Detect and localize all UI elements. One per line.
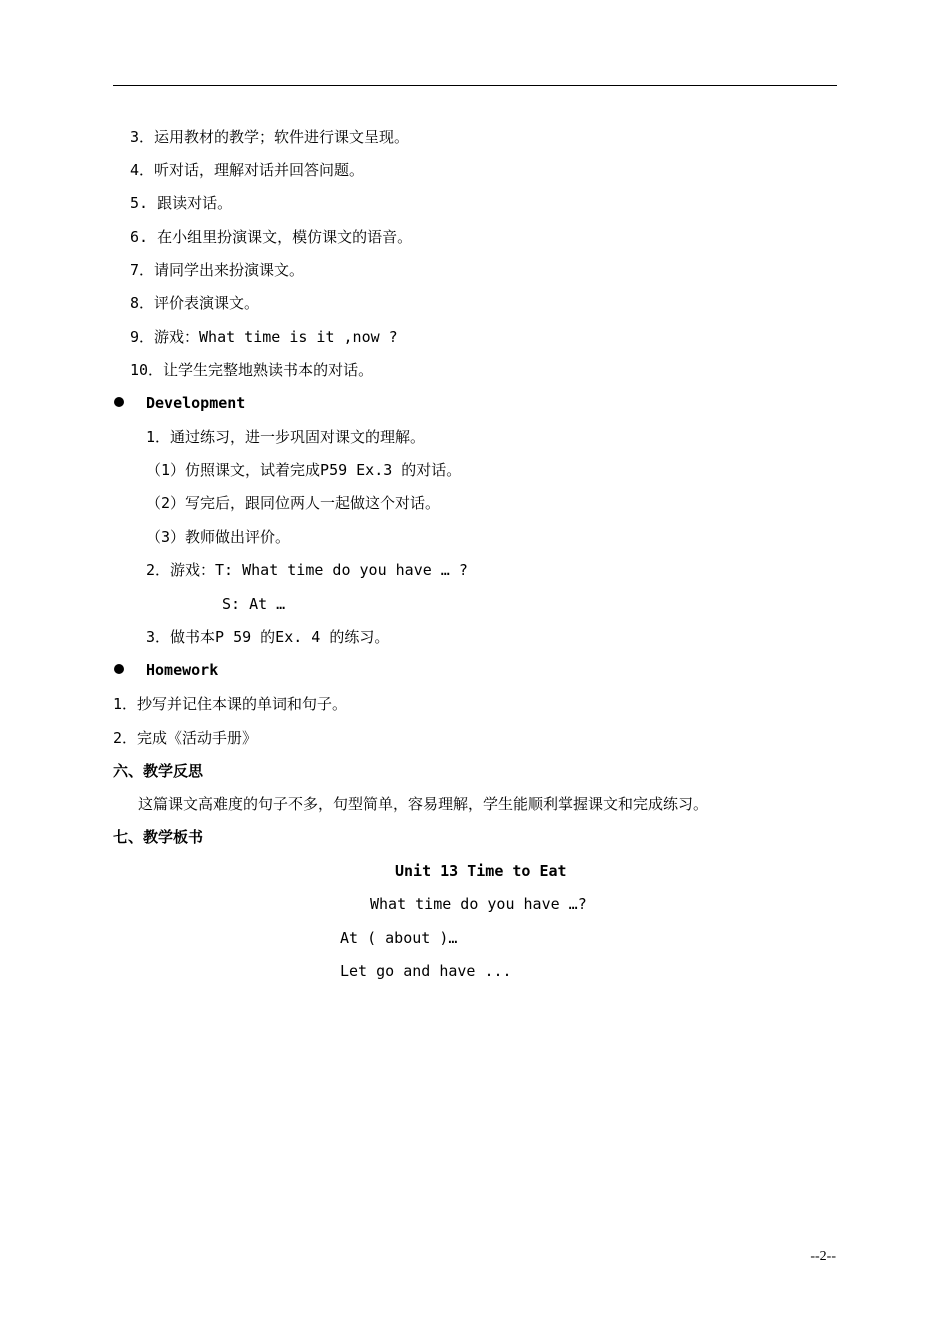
board-title: Unit 13 Time to Eat — [395, 862, 567, 880]
bullet-dot — [114, 664, 124, 674]
step-item: 4．听对话，理解对话并回答问题。 — [130, 161, 365, 179]
step-item: 6. 在小组里扮演课文，模仿课文的语音。 — [130, 228, 413, 246]
board-line: What time do you have …? — [370, 895, 587, 913]
step-item: 5. 跟读对话。 — [130, 194, 233, 212]
development-item: 1．通过练习，进一步巩固对课文的理解。 — [146, 428, 426, 446]
development-item: 3．做书本P 59 的Ex. 4 的练习。 — [146, 628, 390, 646]
reflection-heading: 六、教学反思 — [113, 762, 204, 780]
header-rule — [113, 85, 837, 86]
development-item: （3）教师做出评价。 — [146, 528, 291, 546]
development-heading: Development — [146, 394, 246, 412]
step-item: 3．运用教材的教学；软件进行课文呈现。 — [130, 128, 410, 146]
homework-heading: Homework — [146, 661, 219, 679]
development-item: 2．游戏：T: What time do you have … ? — [146, 561, 468, 579]
homework-item: 1．抄写并记住本课的单词和句子。 — [113, 695, 348, 713]
step-item: 8．评价表演课文。 — [130, 294, 260, 312]
step-item: 9．游戏：What time is it ,now ? — [130, 328, 398, 346]
bullet-dot — [114, 397, 124, 407]
homework-item: 2．完成《活动手册》 — [113, 729, 258, 747]
step-item: 7．请同学出来扮演课文。 — [130, 261, 305, 279]
step-item: 10．让学生完整地熟读书本的对话。 — [130, 361, 374, 379]
page-number: --2-- — [810, 1249, 836, 1264]
reflection-text: 这篇课文高难度的句子不多，句型简单，容易理解，学生能顺利掌握课文和完成练习。 — [138, 795, 709, 813]
development-item: S: At … — [222, 595, 286, 613]
board-line: Let go and have ... — [340, 962, 512, 980]
development-item: （2）写完后，跟同位两人一起做这个对话。 — [146, 494, 441, 512]
development-item: （1）仿照课文，试着完成P59 Ex.3 的对话。 — [146, 461, 462, 479]
board-heading: 七、教学板书 — [113, 828, 204, 846]
board-line: At ( about )… — [340, 929, 458, 947]
